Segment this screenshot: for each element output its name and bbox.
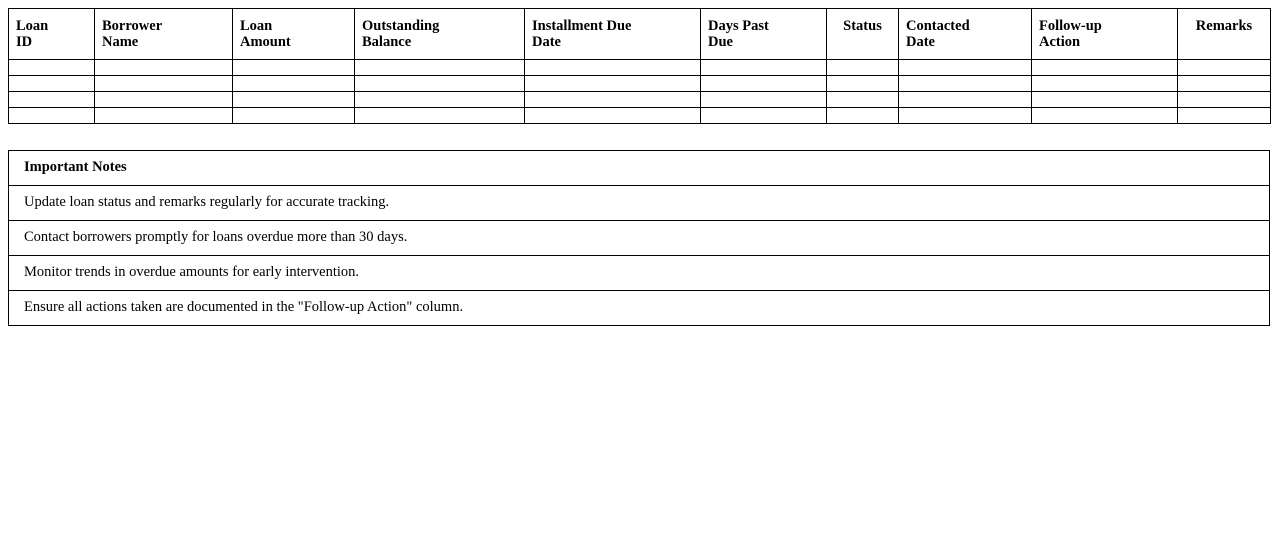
- list-item: [9, 186, 1270, 221]
- cell-contacted-date[interactable]: [899, 76, 1032, 92]
- column-header-follow-up-action-line2: Action: [1039, 34, 1081, 50]
- cell-outstanding-balance[interactable]: [355, 60, 525, 76]
- column-header-borrower-name-line2: Name: [102, 34, 139, 50]
- column-header-contacted-date-line2: Date: [906, 34, 935, 50]
- column-header-loan-amount: [233, 9, 355, 60]
- column-header-installment-due-date-line1: Installment Due: [532, 18, 632, 34]
- cell-loan-amount[interactable]: [233, 76, 355, 92]
- important-notes-body: [9, 186, 1270, 326]
- column-header-borrower-name: [95, 9, 233, 60]
- column-header-installment-due-date-line2: Date: [532, 34, 561, 50]
- cell-remarks[interactable]: [1178, 92, 1271, 108]
- cell-outstanding-balance[interactable]: [355, 92, 525, 108]
- list-item: [9, 256, 1270, 291]
- list-item: [9, 221, 1270, 256]
- cell-outstanding-balance[interactable]: [355, 108, 525, 124]
- column-header-remarks: [1178, 9, 1271, 60]
- cell-status[interactable]: [827, 76, 899, 92]
- important-notes-title-row: [9, 151, 1270, 186]
- cell-follow-up-action[interactable]: [1032, 92, 1178, 108]
- column-header-contacted-date-line1: Contacted: [906, 18, 970, 34]
- cell-contacted-date[interactable]: [899, 108, 1032, 124]
- column-header-loan-id: [9, 9, 95, 60]
- column-header-contacted-date: [899, 9, 1032, 60]
- cell-days-past-due[interactable]: [701, 76, 827, 92]
- loan-table-header-row: [9, 9, 1271, 60]
- cell-status[interactable]: [827, 60, 899, 76]
- loan-table-header: [9, 9, 1271, 60]
- cell-outstanding-balance[interactable]: [355, 76, 525, 92]
- table-row[interactable]: [9, 108, 1271, 124]
- table-row[interactable]: [9, 76, 1271, 92]
- important-notes-header: [9, 151, 1270, 186]
- column-header-loan-amount-line1: Loan: [240, 18, 273, 34]
- cell-installment-due-date[interactable]: [525, 92, 701, 108]
- cell-borrower-name[interactable]: [95, 108, 233, 124]
- loan-table-body: [9, 60, 1271, 124]
- column-header-loan-id-line1: Loan: [16, 18, 49, 34]
- cell-days-past-due[interactable]: [701, 108, 827, 124]
- cell-loan-id[interactable]: [9, 108, 95, 124]
- cell-contacted-date[interactable]: [899, 92, 1032, 108]
- cell-borrower-name[interactable]: [95, 92, 233, 108]
- column-header-days-past-due-line1: Days Past: [708, 18, 769, 34]
- column-header-loan-amount-line2: Amount: [240, 34, 291, 50]
- column-header-status: [827, 9, 899, 60]
- cell-loan-id[interactable]: [9, 76, 95, 92]
- cell-loan-amount[interactable]: [233, 108, 355, 124]
- column-header-follow-up-action: [1032, 9, 1178, 60]
- note-text: Contact borrowers promptly for loans overdue more than 30 days.: [9, 221, 1270, 256]
- important-notes-table: [8, 150, 1270, 326]
- cell-follow-up-action[interactable]: [1032, 60, 1178, 76]
- cell-remarks[interactable]: [1178, 60, 1271, 76]
- column-header-installment-due-date: [525, 9, 701, 60]
- cell-loan-id[interactable]: [9, 60, 95, 76]
- cell-remarks[interactable]: [1178, 108, 1271, 124]
- cell-follow-up-action[interactable]: [1032, 108, 1178, 124]
- cell-installment-due-date[interactable]: [525, 76, 701, 92]
- column-header-remarks-label: Remarks: [1195, 18, 1253, 34]
- cell-status[interactable]: [827, 92, 899, 108]
- column-header-borrower-name-line1: Borrower: [102, 18, 163, 34]
- column-header-days-past-due-line2: Due: [708, 34, 733, 50]
- table-row[interactable]: [9, 60, 1271, 76]
- note-text: Monitor trends in overdue amounts for early intervention.: [9, 256, 1270, 291]
- list-item: [9, 291, 1270, 326]
- cell-borrower-name[interactable]: [95, 60, 233, 76]
- section-spacer: [8, 124, 1270, 150]
- cell-remarks[interactable]: [1178, 76, 1271, 92]
- cell-borrower-name[interactable]: [95, 76, 233, 92]
- note-text: Ensure all actions taken are documented in the "Follow-up Action" column.: [9, 291, 1270, 326]
- column-header-follow-up-action-line1: Follow-up: [1039, 18, 1102, 34]
- column-header-days-past-due: [701, 9, 827, 60]
- cell-days-past-due[interactable]: [701, 92, 827, 108]
- cell-contacted-date[interactable]: [899, 60, 1032, 76]
- column-header-outstanding-balance-line1: Outstanding: [362, 18, 440, 34]
- cell-loan-id[interactable]: [9, 92, 95, 108]
- cell-follow-up-action[interactable]: [1032, 76, 1178, 92]
- column-header-outstanding-balance-line2: Balance: [362, 34, 412, 50]
- table-row[interactable]: [9, 92, 1271, 108]
- note-text: Update loan status and remarks regularly for accurate tracking.: [9, 186, 1270, 221]
- important-notes-title: Important Notes: [9, 151, 1270, 186]
- loan-tracking-table: [8, 8, 1271, 124]
- column-header-outstanding-balance: [355, 9, 525, 60]
- column-header-loan-id-line2: ID: [16, 34, 33, 50]
- cell-installment-due-date[interactable]: [525, 108, 701, 124]
- column-header-status-label: Status: [843, 18, 882, 34]
- cell-status[interactable]: [827, 108, 899, 124]
- cell-loan-amount[interactable]: [233, 60, 355, 76]
- cell-installment-due-date[interactable]: [525, 60, 701, 76]
- cell-days-past-due[interactable]: [701, 60, 827, 76]
- cell-loan-amount[interactable]: [233, 92, 355, 108]
